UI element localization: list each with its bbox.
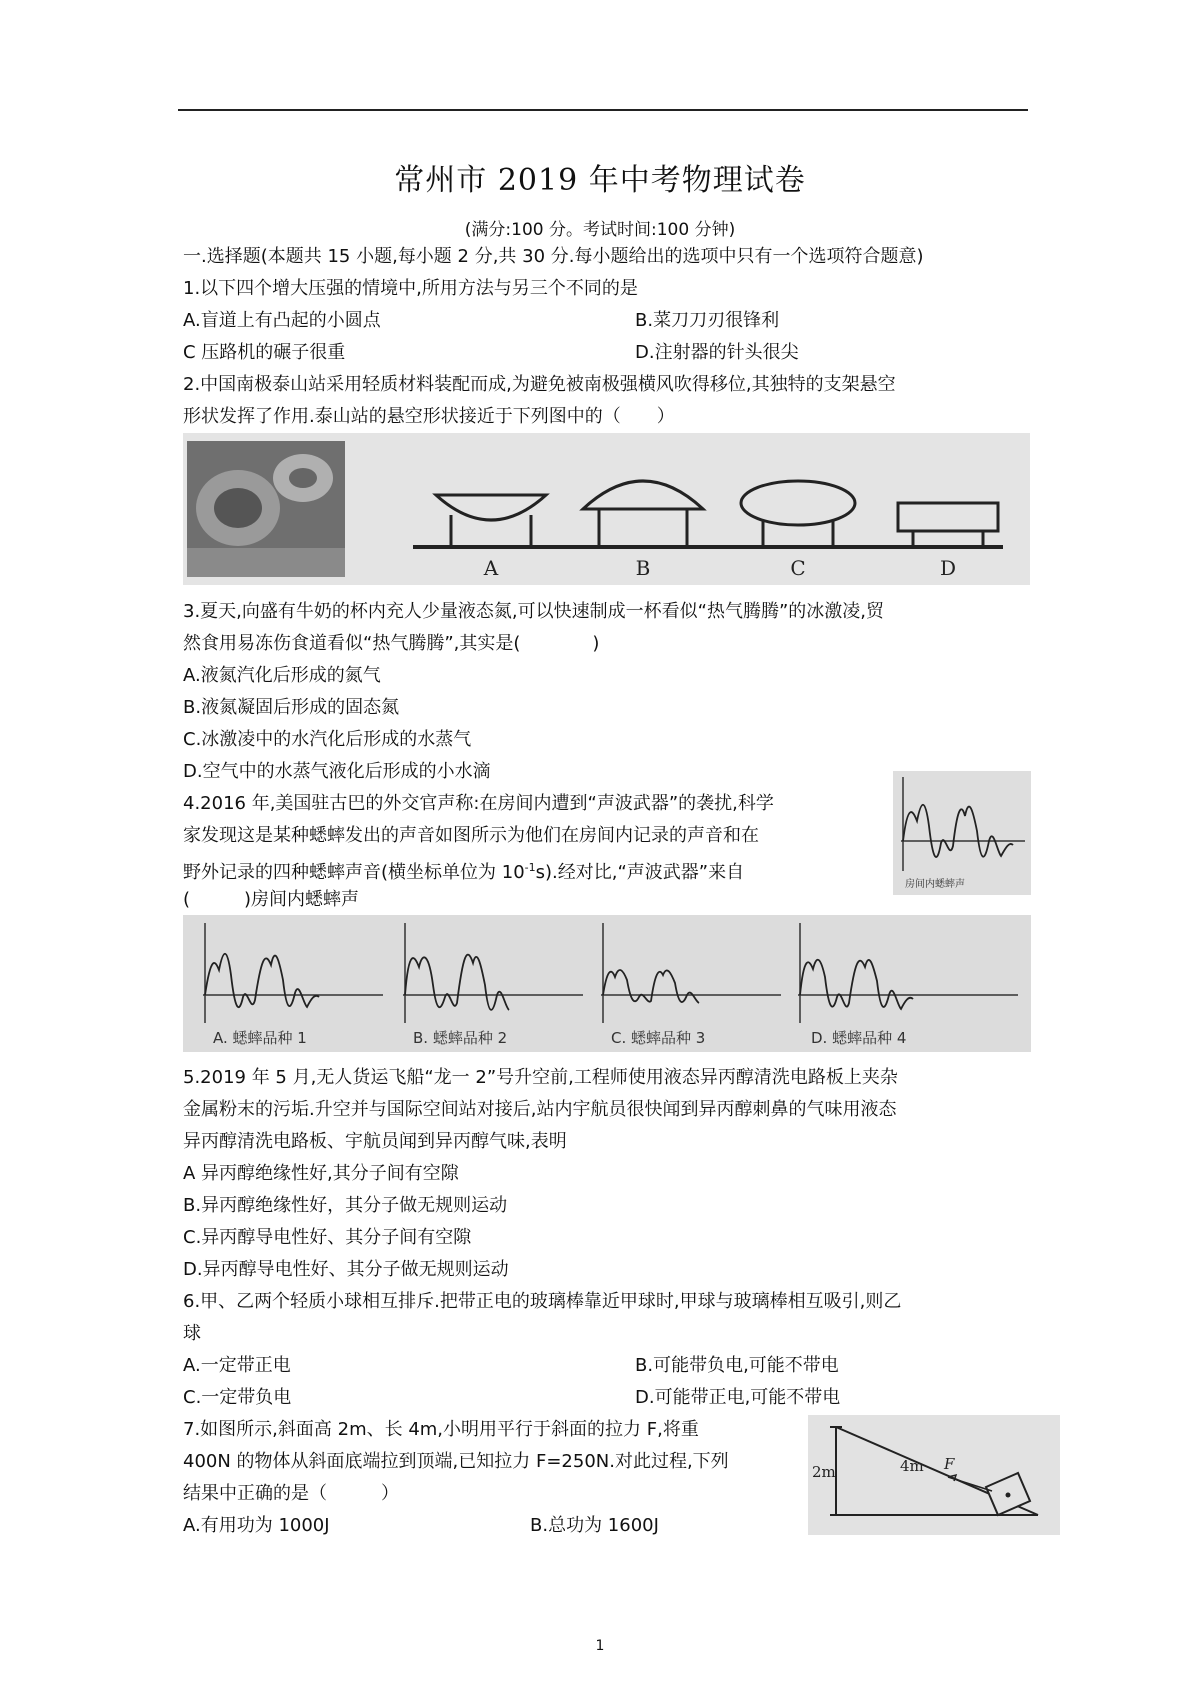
q1-option-b: B.菜刀刀刃很锋利 (635, 310, 780, 331)
waveform-option-d: D. 蟋蟀品种 4 (811, 1029, 907, 1047)
q5-option-d: D.异丙醇导电性好、其分子做无规则运动 (183, 1259, 509, 1280)
photo-thumbnail (187, 441, 345, 577)
incline-length-label: 4m (900, 1457, 924, 1475)
q6-option-d: D.可能带正电,可能不带电 (635, 1387, 841, 1408)
q3-option-d: D.空气中的水蒸气液化后形成的小水滴 (183, 761, 491, 782)
q2-figure (183, 433, 1030, 585)
q2-stem-line1: 2.中国南极泰山站采用轻质材料装配而成,为避免被南极强横风吹得移位,其独特的支架悬空 (183, 374, 896, 395)
q4-stem-line4: ( )房间内蟋蟀声 (183, 889, 360, 910)
q3-stem-line2: 然食用易冻伤食道看似“热气腾腾”,其实是( ) (183, 633, 600, 654)
q1-option-c: C 压路机的碾子很重 (183, 342, 346, 363)
q1-option-a: A.盲道上有凸起的小圆点 (183, 310, 381, 331)
q4-stem-line3: 野外记录的四种蟋蟀声音(横坐标单位为 $10^{-1}s$).经对比,“声波武器”来自 (183, 861, 745, 883)
q4-options-figure (183, 915, 1031, 1052)
shape-label-d: D (939, 556, 957, 580)
room-waveform-label: 房间内蟋蟀声 (905, 879, 965, 890)
q3-option-a: A.液氮汽化后形成的氮气 (183, 665, 381, 686)
shape-label-a: A (483, 556, 499, 580)
q3-option-c: C.冰激凌中的水汽化后形成的水蒸气 (183, 729, 472, 750)
shape-label-b: B (635, 556, 651, 580)
q6-stem-line2: 球 (183, 1323, 201, 1344)
waveform-option-a: A. 蟋蟀品种 1 (213, 1029, 307, 1047)
incline-height-label: 2m (812, 1463, 836, 1481)
shape-label-c: C (790, 556, 806, 580)
waveform-option-c: C. 蟋蟀品种 3 (611, 1029, 706, 1047)
q5-option-a: A 异丙醇绝缘性好,其分子间有空隙 (183, 1163, 459, 1184)
q6-option-a: A.一定带正电 (183, 1355, 291, 1376)
q5-stem-line1: 5.2019 年 5 月,无人货运飞船“龙一 2”号升空前,工程师使用液态异丙醇清洗电路板上夹杂 (183, 1067, 898, 1088)
q5-option-b: B.异丙醇绝缘性好，其分子做无规则运动 (183, 1195, 508, 1216)
q5-stem-line2: 金属粉末的污垢.升空并与国际空间站对接后,站内宇航员很快闻到异丙醇刺鼻的气味用液态 (183, 1099, 897, 1120)
header-rule (178, 109, 1028, 111)
page-title: 常州市 2019 年中考物理试卷 (394, 163, 806, 198)
q2-stem-line2: 形状发挥了作用.泰山站的悬空形状接近于下列图中的（ ） (183, 406, 675, 427)
q4-stem-line1: 4.2016 年,美国驻古巴的外交官声称:在房间内遭到“声波武器”的袭扰,科学 (183, 793, 774, 814)
q1-option-d: D.注射器的针头很尖 (635, 342, 799, 363)
q6-stem-line1: 6.甲、乙两个轻质小球相互排斥.把带正电的玻璃棒靠近甲球时,甲球与玻璃棒相互吸引,则乙 (183, 1291, 902, 1312)
q5-option-c: C.异丙醇导电性好、其分子间有空隙 (183, 1227, 472, 1248)
q7-option-b: B.总功为 1600J (530, 1515, 659, 1536)
q4-stem-line2: 家发现这是某种蟋蟀发出的声音如图所示为他们在房间内记录的声音和在 (183, 825, 759, 846)
q3-stem-line1: 3.夏天,向盛有牛奶的杯内充人少量液态氮,可以快速制成一杯看似“热气腾腾”的冰激凌,贸 (183, 601, 884, 622)
q7-stem-line1: 7.如图所示,斜面高 2m、长 4m,小明用平行于斜面的拉力 F,将重 (183, 1419, 699, 1440)
q7-incline-figure (808, 1415, 1060, 1535)
q4-room-waveform (893, 771, 1031, 895)
q6-option-b: B.可能带负电,可能不带电 (635, 1355, 839, 1376)
section-heading: 一.选择题(本题共 15 小题,每小题 2 分,共 30 分.每小题给出的选项中只有一个选项符合题意) (183, 246, 924, 267)
q6-option-c: C.一定带负电 (183, 1387, 292, 1408)
force-label: F (944, 1455, 955, 1473)
page-subtitle: (满分:100 分。考试时间:100 分钟) (464, 220, 736, 240)
waveform-option-b: B. 蟋蟀品种 2 (413, 1029, 508, 1047)
q7-option-a: A.有用功为 1000J (183, 1515, 330, 1536)
q3-option-b: B.液氮凝固后形成的固态氮 (183, 697, 400, 718)
page-number: 1 (595, 1638, 605, 1654)
q5-stem-line3: 异丙醇清洗电路板、宇航员闻到异丙醇气味,表明 (183, 1131, 567, 1152)
q7-stem-line3: 结果中正确的是（ ） (183, 1483, 399, 1504)
q1-stem: 1.以下四个增大压强的情境中,所用方法与另三个不同的是 (183, 278, 638, 299)
q7-stem-line2: 400N 的物体从斜面底端拉到顶端,已知拉力 F=250N.对此过程,下列 (183, 1451, 729, 1472)
